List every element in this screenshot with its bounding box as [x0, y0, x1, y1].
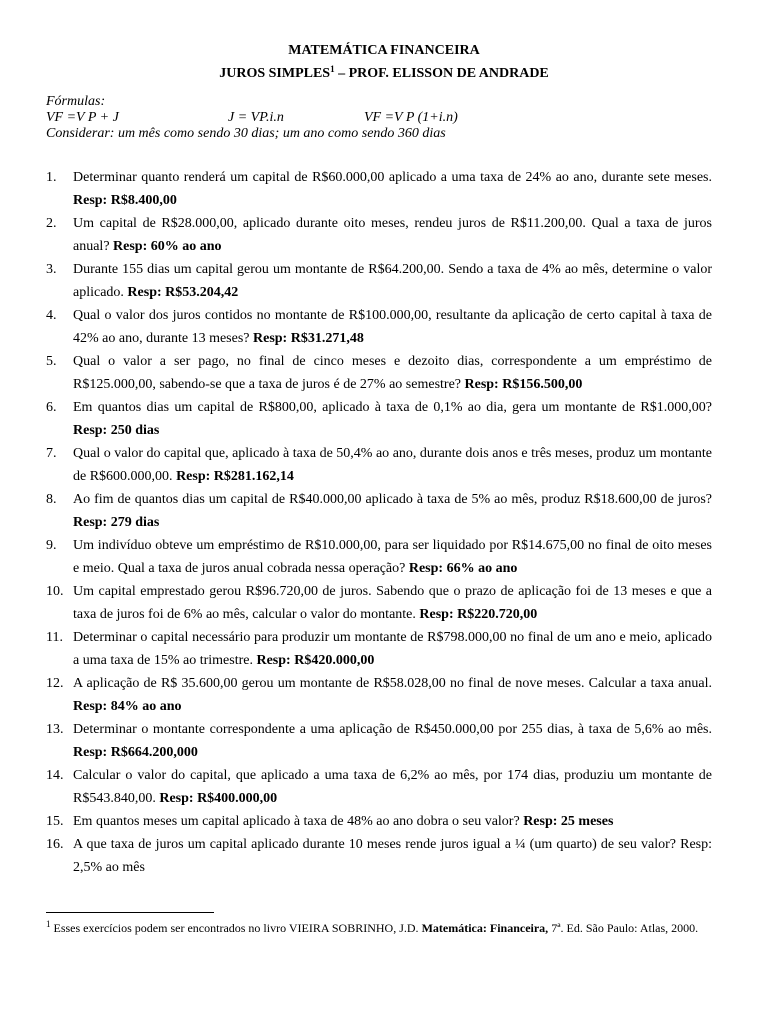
list-item: [46, 534, 712, 580]
formula-interest: J = VP.i.n: [228, 110, 284, 125]
formulas-label: Fórmulas:: [46, 94, 106, 109]
footnote: [46, 917, 712, 936]
list-item: [46, 488, 712, 534]
exercise-answer: Resp: R$400.000,00: [159, 791, 278, 806]
exercise-number: 9.: [46, 538, 57, 553]
exercise-number: 11.: [46, 630, 63, 645]
exercise-number: 2.: [46, 216, 57, 231]
exercise-number: 14.: [46, 768, 64, 783]
exercise-question: Em quantos dias um capital de R$800,00, aplicado à taxa de 0,1% ao dia, gera um montante de R$1.000,00?: [73, 400, 712, 415]
exercise-question: A aplicação de R$ 35.600,00 gerou um montante de R$58.028,00 no final de nove meses. Calcular a taxa anual.: [73, 676, 712, 691]
formula-future-value-simple: VF =V P (1+i.n): [364, 110, 458, 125]
exercise-question: Qual o valor dos juros contidos no montante de R$100.000,00, resultante da aplicação de certo capital à taxa de 42% ao ano, durante 13 meses?: [73, 308, 712, 346]
exercise-number: 10.: [46, 584, 64, 599]
footnote-text: Esses exercícios podem ser encontrados no livro VIEIRA SOBRINHO, J.D.: [50, 921, 422, 935]
exercise-answer: Resp: 60% ao ano: [113, 239, 222, 254]
exercise-answer: Resp: R$220.720,00: [419, 607, 538, 622]
exercise-number: 5.: [46, 354, 57, 369]
exercise-number: 3.: [46, 262, 57, 277]
exercise-answer: Resp: R$664.200,000: [73, 745, 198, 760]
list-item: [46, 626, 712, 672]
formulas-section: [46, 94, 458, 142]
list-item: [46, 810, 712, 833]
exercise-question: Qual o valor do capital que, aplicado à taxa de 50,4% ao ano, durante dois anos e três meses, produz um montante de R$600.000,00.: [73, 446, 712, 484]
exercise-number: 16.: [46, 837, 64, 852]
footnote-reference: 1: [330, 64, 335, 74]
document-subtitle: [0, 60, 768, 83]
formulas-row: [46, 110, 458, 126]
exercise-answer: Resp: R$156.500,00: [464, 377, 583, 392]
exercise-number: 6.: [46, 400, 57, 415]
exercise-question: Qual o valor a ser pago, no final de cinco meses e dezoito dias, correspondente a um empréstimo de R$125.000,00, sabendo-se que a taxa de juros é de 27% ao semestre?: [73, 354, 712, 392]
list-item: [46, 672, 712, 718]
exercise-list: [46, 166, 712, 879]
subtitle-author: – PROF. ELISSON DE ANDRADE: [334, 66, 549, 81]
exercise-question: Determinar o montante correspondente a uma aplicação de R$450.000,00 por 255 dias, à taxa de 5,6% ao mês.: [73, 722, 712, 737]
list-item: [46, 212, 712, 258]
exercise-answer: Resp: 25 meses: [523, 814, 614, 829]
exercise-question: A que taxa de juros um capital aplicado durante 10 meses rende juros igual a ¼ (um quarto) de seu valor?: [73, 837, 681, 852]
exercise-answer: Resp: 279 dias: [73, 515, 160, 530]
list-item: [46, 258, 712, 304]
document-title: MATEMÁTICA FINANCEIRA: [288, 43, 480, 58]
exercise-answer: Resp: R$53.204,42: [127, 285, 239, 300]
exercise-question: Em quantos meses um capital aplicado à taxa de 48% ao ano dobra o seu valor?: [73, 814, 524, 829]
subtitle-text: JUROS SIMPLES: [219, 66, 331, 81]
exercise-answer: Resp: 66% ao ano: [408, 561, 518, 576]
exercise-answer: Resp: R$281.162,14: [176, 469, 294, 484]
footnote-divider: [46, 912, 214, 913]
exercise-answer: Resp: 84% ao ano: [73, 699, 182, 714]
exercise-number: 15.: [46, 814, 64, 829]
exercise-question: Determinar quanto renderá um capital de R$60.000,00 aplicado a uma taxa de 24% ao ano, durante sete meses.: [73, 170, 712, 185]
list-item: [46, 350, 712, 396]
exercise-answer: Resp: R$31.271,48: [253, 331, 364, 346]
exercise-number: 8.: [46, 492, 57, 507]
exercise-question: Ao fim de quantos dias um capital de R$40.000,00 aplicado à taxa de 5% ao mês, produz R$18.600,00 de juros?: [73, 492, 712, 507]
formula-future-value: VF =V P + J: [46, 110, 119, 125]
exercise-answer: Resp: R$420.000,00: [256, 653, 375, 668]
exercise-answer: Resp: 250 dias: [73, 423, 160, 438]
list-item: [46, 833, 712, 879]
exercise-answer: Resp: 2,5% ao mês: [73, 837, 712, 875]
footnote-publisher: 7ª. Ed. São Paulo: Atlas, 2000.: [548, 921, 699, 935]
exercise-question: Um indivíduo obteve um empréstimo de R$10.000,00, para ser liquidado por R$14.675,00 no final de oito meses e meio. Qual a taxa de juros anual cobrada nessa operação?: [73, 538, 712, 576]
list-item: [46, 442, 712, 488]
list-item: [46, 166, 712, 212]
list-item: [46, 580, 712, 626]
formulas-note: Considerar: um mês como sendo 30 dias; um ano como sendo 360 dias: [46, 126, 446, 141]
exercise-number: 12.: [46, 676, 64, 691]
list-item: [46, 304, 712, 350]
exercise-question: Um capital de R$28.000,00, aplicado durante oito meses, rendeu juros de R$11.200,00. Qual a taxa de juros anual?: [73, 216, 712, 254]
exercise-number: 13.: [46, 722, 64, 737]
exercise-question: Um capital emprestado gerou R$96.720,00 de juros. Sabendo que o prazo de aplicação foi de 13 meses e que a taxa de juros foi de 6% ao mês, calcular o valor do montante.: [73, 584, 712, 622]
exercise-number: 7.: [46, 446, 57, 461]
list-item: [46, 396, 712, 442]
footnote-mark: 1: [46, 919, 51, 929]
exercise-number: 1.: [46, 170, 57, 185]
footnote-book-title: Matemática: Financeira,: [421, 921, 549, 935]
list-item: [46, 718, 712, 764]
exercise-answer: Resp: R$8.400,00: [73, 193, 177, 208]
exercise-question: Determinar o capital necessário para produzir um montante de R$798.000,00 no final de um ano e meio, aplicado a uma taxa de 15% ao trimestre.: [73, 630, 712, 668]
exercise-question: Durante 155 dias um capital gerou um montante de R$64.200,00. Sendo a taxa de 4% ao mês, determine o valor aplicado.: [73, 262, 712, 300]
exercise-number: 4.: [46, 308, 57, 323]
list-item: [46, 764, 712, 810]
exercise-question: Calcular o valor do capital, que aplicado a uma taxa de 6,2% ao mês, por 174 dias, produziu um montante de R$543.840,00.: [73, 768, 712, 806]
